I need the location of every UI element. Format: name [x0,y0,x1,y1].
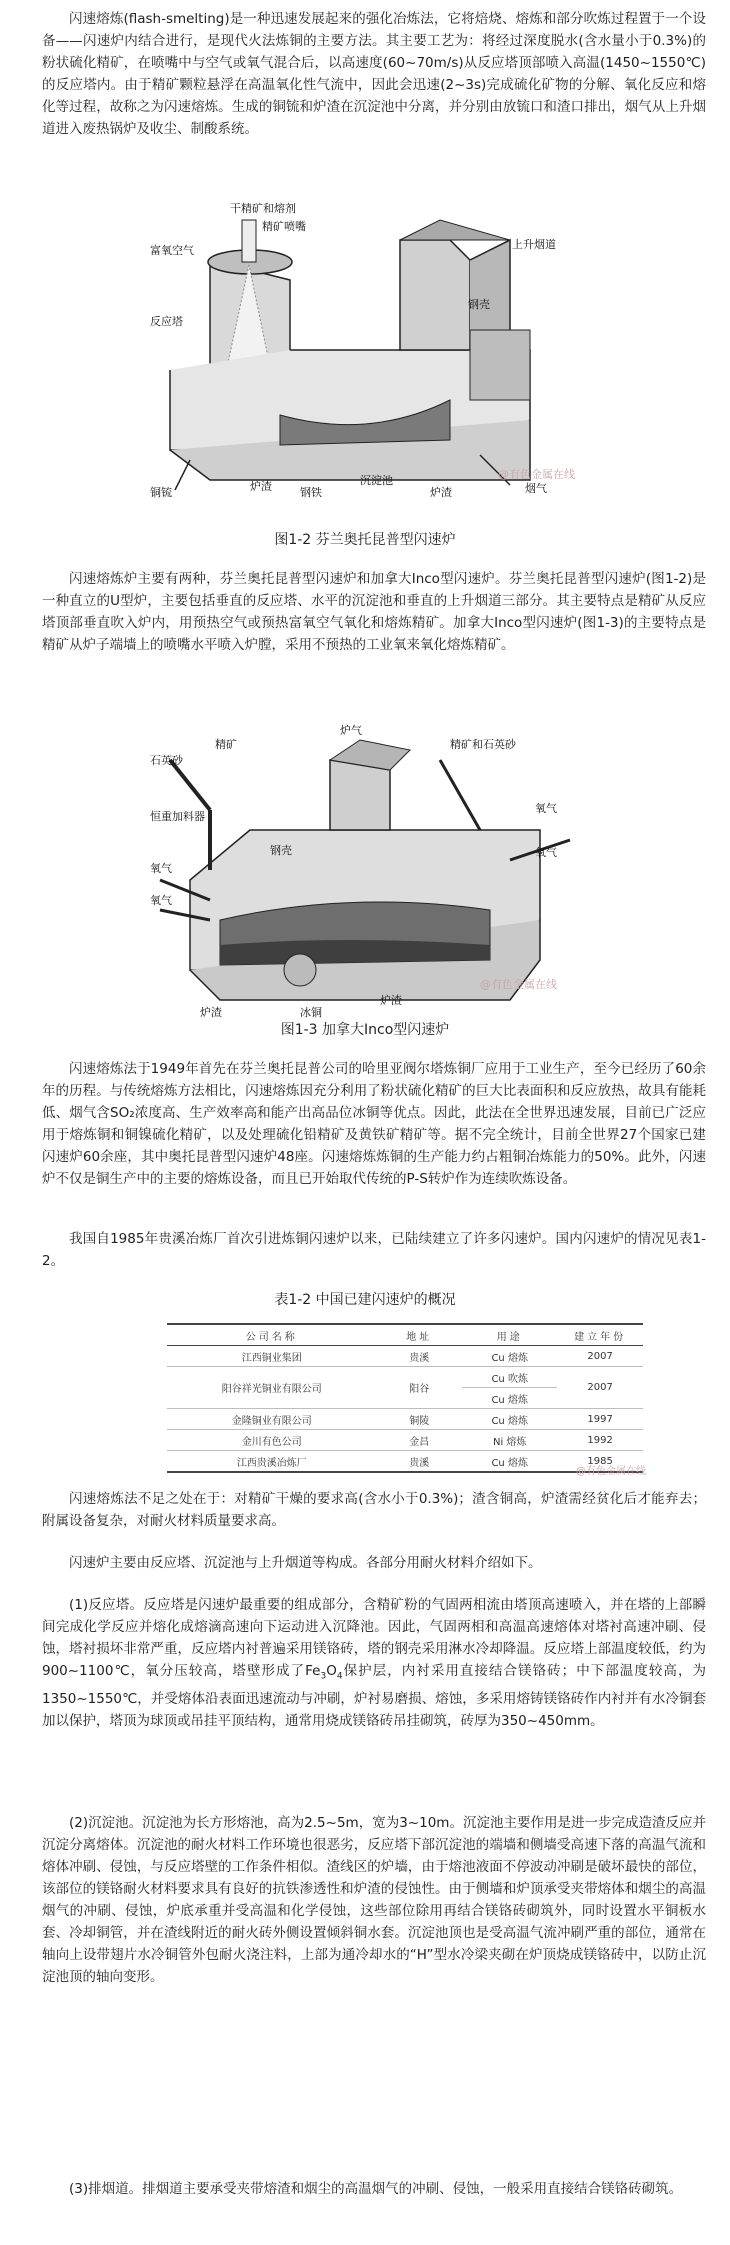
label-iron: 钢铁 [300,486,322,499]
settler-paragraph: (2)沉淀池。沉淀池为长方形熔池，高为2.5~5m，宽为3~10m。沉淀池主要作用是进一步完成造渣反应并沉淀分离熔体。沉淀池的耐火材料工作环境也很恶劣，反应塔下部沉淀池的端墙和侧墙受高速下落的高温气流和熔体冲刷、侵蚀，与反应塔壁的工作条件相似。渣线区的炉墙，由于熔池液面不停波动冲刷是破坏最快的部位，该部位的镁铬耐火材料要求具有良好的抗铁渗透性和炉渣的侵蚀性。由于侧墙和炉顶承受夹带熔体和烟尘的高温烟气的冲刷、侵蚀，炉底承重并受高温和化学侵蚀，这些部位除用再结合镁铬砖砌筑外，同时设置水平铜板水套、冷却铜管，并在渣线附近的耐火砖外侧设置倾斜铜水套。沉淀池顶也是受高温气流冲刷严重的部位，通常在轴向上设带翅片水冷铜管外包耐火浇注料，上部为通冷却水的“H”型水冷梁夹砌在炉顶烧成镁铬砖中，以防止沉淀池顶的轴向变形。 [42,1815,706,1985]
cell-year: 2007 [557,1367,643,1409]
reaction-tower-text-a: (1)反应塔。反应塔是闪速炉最重要的组成部分，含精矿粉的气固两相流由塔顶高速喷入，并在塔的上部瞬间完成化学反应并熔化成熔滴高速向下运动进入沉降池。因此，气固两相和高温高速熔体对塔衬高速冲刷、侵蚀，塔衬损坏非常严重，反应塔内衬普遍采用镁铬砖，塔的钢壳采用淋水冷却降温。反应塔上部温度较低，约为900~1100℃，氧分压较高，塔壁形成了Fe [42,1597,706,1679]
label-uptake: 上升烟道 [512,238,556,251]
cell-use: Cu 熔炼 [462,1346,557,1367]
cell-use: Ni 熔炼 [462,1430,557,1451]
cell-company: 阳谷祥光铜业有限公司 [167,1367,376,1409]
label-inco-matte: 冰铜 [300,1006,322,1019]
label-inco-oxygen1: 氧气 [150,862,172,875]
reaction-tower-sub-4: 4 [336,1671,343,1682]
cell-year: 2007 [557,1346,643,1367]
cell-location: 金昌 [376,1430,462,1451]
figure2-caption: 图1-3 加拿大Inco型闪速炉 [280,1022,450,1038]
cell-use: Cu 熔炼 [462,1451,557,1473]
cell-location: 贵溪 [376,1346,462,1367]
structure-paragraph: 闪速炉主要由反应塔、沉淀池与上升烟道等构成。各部分用耐火材料介绍如下。 [69,1555,542,1571]
cell-location: 阳谷 [376,1367,462,1409]
label-inco-oxygen3: 氧气 [535,802,557,815]
label-inco-slag2: 炉渣 [380,994,402,1007]
label-gas: 烟气 [525,482,547,495]
cell-company: 江西贵溪冶炼厂 [167,1451,376,1473]
table-row [167,1451,643,1473]
figure1-watermark: @有色金属在线 [498,468,575,481]
china-paragraph: 我国自1985年贵溪冶炼厂首次引进炼铜闪速炉以来，已陆续建立了许多闪速炉。国内闪速炉的情况见表1-2。 [42,1231,706,1269]
cell-company: 金川有色公司 [167,1430,376,1451]
figure-outokumpu-furnace [150,200,590,500]
table-row [167,1430,643,1451]
label-inco-gas: 炉气 [340,724,362,737]
label-inco-quartz: 石英砂 [150,754,183,767]
cell-location: 贵溪 [376,1451,462,1473]
table-row [167,1367,643,1388]
figure-inco-furnace [150,720,590,1020]
cell-use: Cu 熔炼 [462,1409,557,1430]
label-inco-slag: 炉渣 [200,1006,222,1019]
label-shell: 钢壳 [468,298,490,311]
table-row [167,1409,643,1430]
table-watermark: @有色金属在线 [576,1466,646,1477]
table-row [167,1346,643,1367]
label-slag: 炉渣 [250,480,272,493]
figure2-watermark: @有色金属在线 [480,978,557,991]
cell-use: Cu 吹炼 [462,1367,557,1388]
label-inco-shell: 钢壳 [270,844,292,857]
table-title: 表1-2 中国已建闪速炉的概况 [274,1292,456,1308]
reaction-tower-paragraph [42,1594,706,1732]
label-tower: 反应塔 [150,315,183,328]
drawbacks-paragraph: 闪速熔炼法不足之处在于：对精矿干燥的要求高(含水小于0.3%)；渣含铜高，炉渣需经贫化后才能弃去；附属设备复杂，对耐火材料质量要求高。 [42,1491,706,1529]
cell-year: 1992 [557,1430,643,1451]
header-location: 地址 [376,1324,462,1346]
furnace-types-paragraph: 闪速熔炼炉主要有两种，芬兰奥托昆普型闪速炉和加拿大Inco型闪速炉。芬兰奥托昆普型闪速炉(图1-2)是一种直立的U型炉，主要包括垂直的反应塔、水平的沉淀池和垂直的上升烟道三部分。其主要特点是精矿从反应塔顶部垂直吹入炉内，用预热空气或预热富氧空气氧化和熔炼精矿。加拿大Inco型闪速炉(图1-3)的主要特点是精矿从炉子端墙上的喷嘴水平喷入炉膛，采用不预热的工业氧来氧化熔炼精矿。 [42,571,706,653]
cell-use: Cu 熔炼 [462,1388,557,1409]
label-nozzle: 精矿喷嘴 [262,220,306,233]
label-matte: 铜锍 [150,486,172,499]
label-slag2: 炉渣 [430,486,452,499]
reaction-tower-sub-3: 3 [320,1671,327,1682]
reaction-tower-text-o: O [326,1663,337,1679]
cell-year: 1997 [557,1409,643,1430]
label-inco-oxygen4: 氧气 [535,846,557,859]
intro-paragraph: 闪速熔炼(flash-smelting)是一种迅速发展起来的强化冶炼法，它将焙烧、熔炼和部分吹炼过程置于一个设备——闪速炉内结合进行，是现代火法炼铜的主要方法。其主要工艺为：将经过深度脱水(含水量小于0.3%)的粉状硫化精矿，在喷嘴中与空气或氧气混合后，以高速度(60~70m/s)从反应塔顶部喷入高温(1450~1550℃)的反应塔内。由于精矿颗粒悬浮在高温氧化性气流中，因此会迅速(2~3s)完成硫化矿物的分解、氧化反应和熔化等过程，故称之为闪速熔炼。生成的铜锍和炉渣在沉淀池中分离，并分别由放锍口和渣口排出，烟气从上升烟道进入废热锅炉及收尘、制酸系统。 [42,11,706,137]
cell-year: 1985 [557,1451,643,1473]
uptake-paragraph: (3)排烟道。排烟道主要承受夹带熔渣和烟尘的高温烟气的冲刷、侵蚀，一般采用直接结合镁铬砖砌筑。 [69,2181,683,2197]
figure1-caption: 图1-2 芬兰奥托昆普型闪速炉 [274,532,456,548]
label-inco-ore-quartz: 精矿和石英砂 [450,738,516,751]
china-flash-furnace-table [167,1323,643,1473]
header-company: 公司名称 [167,1324,376,1346]
table-header-row [167,1324,643,1346]
label-inco-ore: 精矿 [215,738,237,751]
cell-company: 江西铜业集团 [167,1346,376,1367]
header-year: 建立年份 [557,1324,643,1346]
history-paragraph: 闪速熔炼法于1949年首先在芬兰奥托昆普公司的哈里亚阀尔塔炼铜厂应用于工业生产，至今已经历了60余年的历程。与传统熔炼方法相比，闪速熔炼因充分利用了粉状硫化精矿的巨大比表面积和反应放热，故具有能耗低、烟气含SO₂浓度高、生产效率高和能产出高品位冰铜等优点。因此，此法在全世界迅速发展，目前已广泛应用于熔炼铜和铜镍硫化精矿，以及处理硫化铅精矿及黄铁矿精矿等。据不完全统计，目前全世界27个国家已建闪速炉60余座，其中奥托昆普型闪速炉48座。闪速熔炼炼铜的生产能力约占粗铜冶炼能力的50%。此外，闪速炉不仅是铜生产中的主要的熔炼设备，而且已开始取代传统的P-S转炉作为连续吹炼设备。 [42,1061,706,1187]
cell-location: 铜陵 [376,1409,462,1430]
label-inco-oxygen2: 氧气 [150,894,172,907]
label-inco-feeder: 恒重加料器 [150,810,205,823]
reaction-tower-text-b: 保护层，内衬采用直接结合镁铬砖；中下部温度较高，为1350~1550℃，并受熔体沿表面迅速流动与冲刷，炉衬易磨损、熔蚀，多采用熔铸镁铬砖作内衬并有水冷铜套加以保护，塔顶为球顶或吊挂平顶结构，通常用烧成镁铬砖吊挂砌筑，砖厚为350~450mm。 [42,1663,706,1729]
header-use: 用途 [462,1324,557,1346]
cell-company: 金隆铜业有限公司 [167,1409,376,1430]
label-air: 富氧空气 [150,244,194,257]
label-dry-ore: 干精矿和熔剂 [230,202,296,215]
label-settler: 沉淀池 [360,474,393,487]
